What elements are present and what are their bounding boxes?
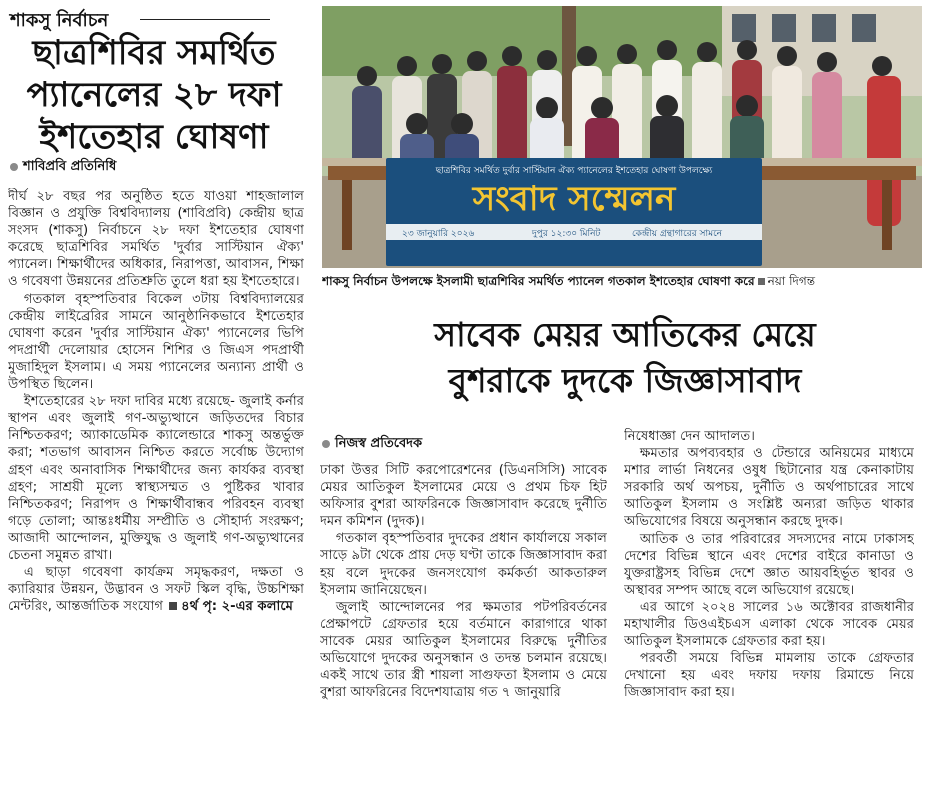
right-headline-line: সাবেক মেয়র আতিকের মেয়ে: [434, 315, 816, 354]
right-byline-text: নিজস্ব প্রতিবেদক: [335, 436, 423, 451]
caption-marker-icon: [758, 278, 765, 285]
paragraph: ক্ষমতার অপব্যবহার ও টেন্ডারে অনিয়মের মাধ্যমে মশার লার্ভা নিধনের ওষুধ ছিটানোর যন্ত্র কেনাকাটায় সরকারি অর্থ অপচয়, দুর্নীতি ও অর্থপাচারের সাথে আতিকুল ইসলাম ও সংশ্লিষ্ট অন্যরা জড়িত থাকার অভিযোগের বিষয়ে অনুসন্ধান করছে দুদক।: [624, 446, 914, 530]
paragraph: আতিক ও তার পরিবারের সদস্যদের নামে ঢাকাসহ দেশের বিভিন্ন স্থানে এবং দেশের বাইরে কানাডা ও যুক্তরাষ্ট্রসহ বিভিন্ন দেশে জ্ঞাত আয়বহির্ভূত স্থাবর ও অস্থাবর সম্পদ আছে বলে অভিযোগ রয়েছে।: [624, 531, 914, 598]
banner-date: ২৩ জানুয়ারি ২০২৬: [402, 229, 475, 239]
byline-bullet-icon: [322, 440, 330, 448]
banner-subtitle: ছাত্রশিবির সমর্থিত দুর্বার সাস্টিয়ান ঐক্য প্যানেলের ইশতেহার ঘোষণা উপলক্ষ্যে: [435, 166, 713, 176]
left-headline-line: প্যানেলের ২৮ দফা: [26, 75, 282, 115]
left-headline: [6, 32, 302, 158]
left-byline-text: শাবিপ্রবি প্রতিনিধি: [23, 159, 117, 174]
byline-bullet-icon: [10, 163, 18, 171]
right-article-col1: [320, 462, 607, 800]
right-article-col2: [624, 428, 914, 800]
paragraph: দীর্ঘ ২৮ বছর পর অনুষ্ঠিত হতে যাওয়া শাহজালাল বিজ্ঞান ও প্রযুক্তি বিশ্ববিদ্যালয় (শাবিপ্রবি) কেন্দ্রীয় ছাত্র সংসদ (শাকসু) নির্বাচনে ২৮ দফা ইশতেহার ঘোষণা করেছে ছাত্রশিবির সমর্থিত 'দুর্বার সাস্টিয়ান ঐক্য' প্যানেল। শিক্ষার্থীদের অধিকার, নিরাপত্তা, আবাসন, শিক্ষা ও গবেষণা উন্নয়নের প্রতিশ্রুতি তুলে ধরা হয় ইশতেহারে।: [8, 189, 304, 290]
paragraph: ঢাকা উত্তর সিটি করপোরেশনের (ডিএনসিসি) সাবেক মেয়র আতিকুল ইসলামের মেয়ে ও প্রথম চিফ হিট অফিসার বুশরা আফরিনকে জিজ্ঞাসাবাদ করেছে দুর্নীতি দমন কমিশন (দুদক)।: [320, 463, 607, 530]
paragraph: গতকাল বৃহস্পতিবার বিকেল ৩টায় বিশ্ববিদ্যালয়ের কেন্দ্রীয় লাইব্রেরির সামনে আনুষ্ঠানিকভাবে ইশতেহার ঘোষণা করেন 'দুর্বার সাস্টিয়ান ঐক্য' প্যানেলের ভিপি পদপ্রার্থী দেলোয়ার হোসেন শিশির ও জিএস পদপ্রার্থী মুজাহিদুল ইসলাম। এ সময় প্যানেলের অন্যান্য প্রার্থী ও উপস্থিত ছিলেন।: [8, 291, 304, 393]
jump-reference[interactable]: ৪র্থ পৃ: ২-এর কলামে: [181, 599, 294, 615]
paragraph: জুলাই আন্দোলনের পর ক্ষমতার পটপরিবর্তনের প্রেক্ষাপটে গ্রেফতার হয়ে বর্তমানে কারাগারে থাকা সাবেক মেয়র আতিকুল ইসলামের বিরুদ্ধে দুর্নীতির অভিযোগে দুদকের অনুসন্ধান ও তদন্ত চলমান রয়েছে। একই সাথে তার স্ত্রী শায়লা সাগুফতা ইসলাম ও মেয়ে বুশরা আফরিনের বিদেশযাত্রায় গত ৭ জানুয়ারি: [320, 599, 607, 701]
photo-caption: [322, 273, 922, 293]
section-kicker: শাকসু নির্বাচন: [10, 10, 109, 31]
paragraph-text: এ ছাড়া গবেষণা কার্যক্রম সমৃদ্ধকরণ, দক্ষতা ও ক্যারিয়ার উন্নয়ন, উদ্ভাবন ও সফট স্কিল বৃদ্ধি, উচ্চশিক্ষা মেন্টরিং, আন্তর্জাতিক সংযোগ: [8, 565, 304, 615]
paragraph: [8, 564, 304, 615]
banner-place: কেন্দ্রীয় গ্রন্থাগারের সামনে: [632, 229, 723, 239]
caption-text: শাকসু নির্বাচন উপলক্ষে ইসলামী ছাত্রশিবির সমর্থিত প্যানেল গতকাল ইশতেহার ঘোষণা করে: [322, 274, 755, 288]
banner-time: দুপুর ১২:৩০ মিনিট: [532, 229, 601, 239]
paragraph: নিষেধাজ্ঞা দেন আদালত।: [624, 429, 755, 444]
press-conference-photo: [322, 6, 922, 268]
paragraph: গতকাল বৃহস্পতিবার দুদকের প্রধান কার্যালয়ে সকাল সাড়ে ৯টা থেকে প্রায় দেড় ঘণ্টা তাকে জিজ্ঞাসাবাদ করা হয় বলে দুদকের জনসংযোগ কর্মকর্তা আকতারুল ইসলাম জানিয়েছেন।: [320, 531, 607, 598]
photo-credit: নয়া দিগন্ত: [767, 274, 815, 288]
right-byline: [322, 434, 422, 455]
left-headline-line: ইশতেহার ঘোষণা: [39, 117, 269, 157]
banner-title: সংবাদ সম্মেলন: [472, 179, 676, 219]
left-byline: [10, 157, 116, 178]
paragraph: ইশতেহারের ২৮ দফা দাবির মধ্যে রয়েছে- জুলাই কর্নার স্থাপন এবং জুলাই গণ-অভ্যুত্থানে জড়িতদের বিচার নিশ্চিতকরণ; অ্যাকাডেমিক ক্যালেন্ডারে শাকসু অন্তর্ভুক্ত করা; শতভাগ আবাসন নিশ্চিত করতে সর্বোচ্চ উদ্যোগ গ্রহণ এবং অনাবাসিক শিক্ষার্থীদের জন্য কার্যকর ব্যবস্থা গ্রহণ; সাশ্রয়ী মূল্যে স্বাস্থ্যসম্মত ও পুষ্টিকর খাবার নিশ্চিতকরণ; নিরাপদ ও শিক্ষার্থীবান্ধব পরিবহন ব্যবস্থা গড়ে তোলা; আন্তঃধর্মীয় সম্প্রীতি ও সৌহার্দ্য সংরক্ষণ; আজাদী আন্দোলন, মুক্তিযুদ্ধ ও জুলাই গণ-অভ্যুত্থানের চেতনা সমুন্নত রাখা।: [8, 394, 304, 563]
left-headline-line: ছাত্রশিবির সমর্থিত: [32, 33, 276, 73]
kicker-divider: [140, 19, 270, 20]
jump-marker-icon: [169, 602, 177, 610]
paragraph: এর আগে ২০২৪ সালের ১৬ অক্টোবর রাজধানীর মহাখালীর ডিওএইচএস এলাকা থেকে সাবেক মেয়র আতিকুল ইসলামকে গ্রেফতার করা হয়।: [624, 599, 914, 650]
right-headline-line: বুশরাকে দুদকে জিজ্ঞাসাবাদ: [448, 361, 802, 400]
right-headline: [330, 312, 920, 404]
paragraph: পরবর্তী সময়ে বিভিন্ন মামলায় তাকে গ্রেফতার দেখানো হয় এবং দফায় দফায় রিমান্ডে নিয়ে জিজ্ঞাসাবাদ করা হয়।: [624, 651, 914, 701]
left-article-body: [8, 188, 304, 800]
